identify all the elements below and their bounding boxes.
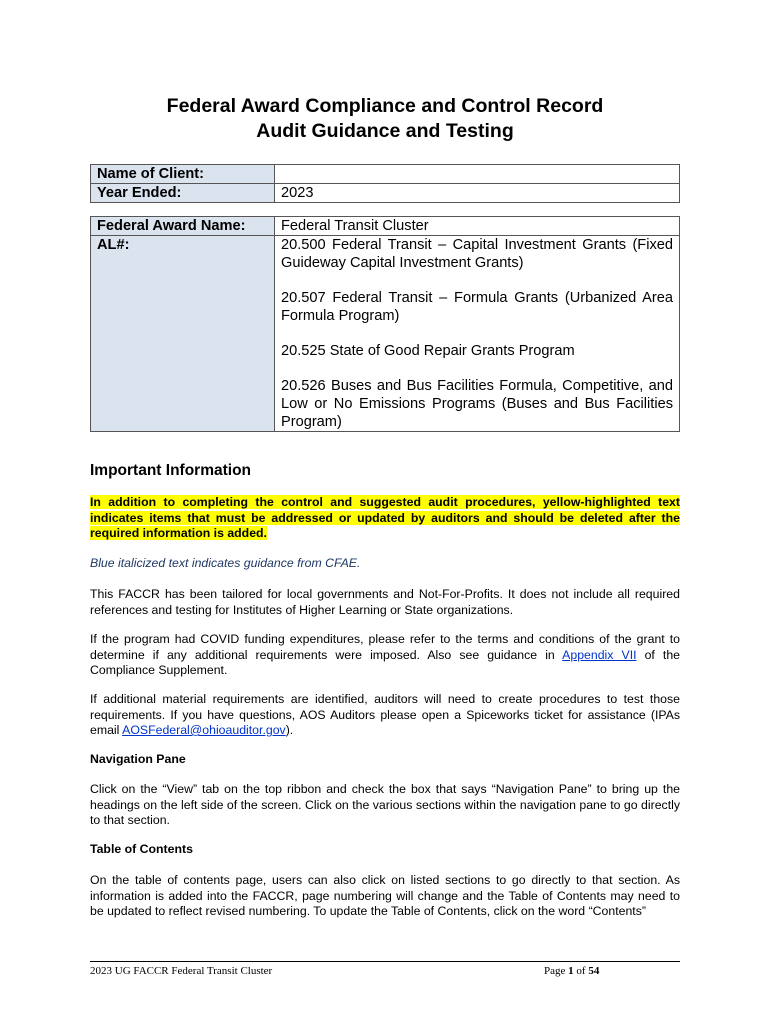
cfae-guidance-note: Blue italicized text indicates guidance from CFAE. <box>90 556 361 570</box>
al-item: 20.525 State of Good Repair Grants Program <box>281 343 575 359</box>
page-separator: of <box>573 965 589 977</box>
current-page: 1 <box>568 965 574 977</box>
page-prefix: Page <box>544 965 569 977</box>
client-name-value <box>275 165 680 184</box>
year-ended-label: Year Ended: <box>91 184 275 203</box>
footer-page-number <box>544 965 599 977</box>
covid-paragraph <box>90 632 680 679</box>
toc-paragraph: On the table of contents page, users can also click on listed sections to go directly to that section. As information is added into the FACCR, page numbering will change and the Table of Contents may need to be updated to reflect revised numbering. To update the Table of Contents, click on the word “Contents” <box>90 873 680 918</box>
covid-text: If the program had COVID funding expenditures, please refer to the terms and conditions of the grant to determine if any additional requirements were imposed. Also see guidance in <box>90 632 680 662</box>
tailored-paragraph: This FACCR has been tailored for local governments and Not-For-Profits. It does not include all required references and testing for Institutes of Higher Learning or State organizations. <box>90 587 680 617</box>
award-table <box>90 216 680 432</box>
document-title: Federal Award Compliance and Control Record <box>166 95 604 117</box>
total-pages: 54 <box>588 965 600 977</box>
important-heading: Important Information <box>90 462 252 479</box>
footer-title: 2023 UG FACCR Federal Transit Cluster <box>90 965 273 977</box>
material-text-end: ). <box>285 723 294 737</box>
al-item: 20.500 Federal Transit – Capital Investment Grants (Fixed Guideway Capital Investment Grants) <box>281 237 673 271</box>
highlight-paragraph <box>90 495 680 542</box>
document-subtitle: Audit Guidance and Testing <box>256 120 514 142</box>
award-name-value: Federal Transit Cluster <box>275 217 680 236</box>
material-text: If additional material requirements are identified, auditors will need to create procedures to test those requirements. If you have questions, AOS Auditors please open a Spiceworks ticket for assistance (IPAs email <box>90 692 680 737</box>
award-name-label: Federal Award Name: <box>91 217 275 236</box>
al-item: 20.507 Federal Transit – Formula Grants (Urbanized Area Formula Program) <box>281 290 673 324</box>
al-number-list <box>275 236 680 432</box>
covid-text-end: of the Compliance Supplement. <box>90 647 680 677</box>
email-link[interactable]: AOSFederal@ohioauditor.gov <box>122 723 286 737</box>
appendix-vii-link[interactable]: Appendix VII <box>562 647 637 662</box>
client-name-label: Name of Client: <box>91 165 275 184</box>
navigation-pane-heading: Navigation Pane <box>90 752 186 766</box>
navigation-pane-paragraph: Click on the “View” tab on the top ribbon and check the box that says “Navigation Pane” to bring up the headings on the left side of the screen. Click on the various sections within the navigation pane to go directly to that section. <box>90 782 680 827</box>
client-table <box>90 164 680 203</box>
year-ended-value: 2023 <box>275 184 680 203</box>
footer-divider <box>90 961 680 962</box>
toc-heading: Table of Contents <box>90 842 193 856</box>
al-number-label: AL#: <box>91 236 275 432</box>
al-item: 20.526 Buses and Bus Facilities Formula, Competitive, and Low or No Emissions Programs (Buses and Bus Facilities Program) <box>281 378 673 430</box>
highlight-text: In addition to completing the control and suggested audit procedures, yellow-highlighted text indicates items that must be addressed or updated by auditors and should be deleted after the required information is added. <box>90 495 680 540</box>
material-requirements-paragraph <box>90 692 680 739</box>
